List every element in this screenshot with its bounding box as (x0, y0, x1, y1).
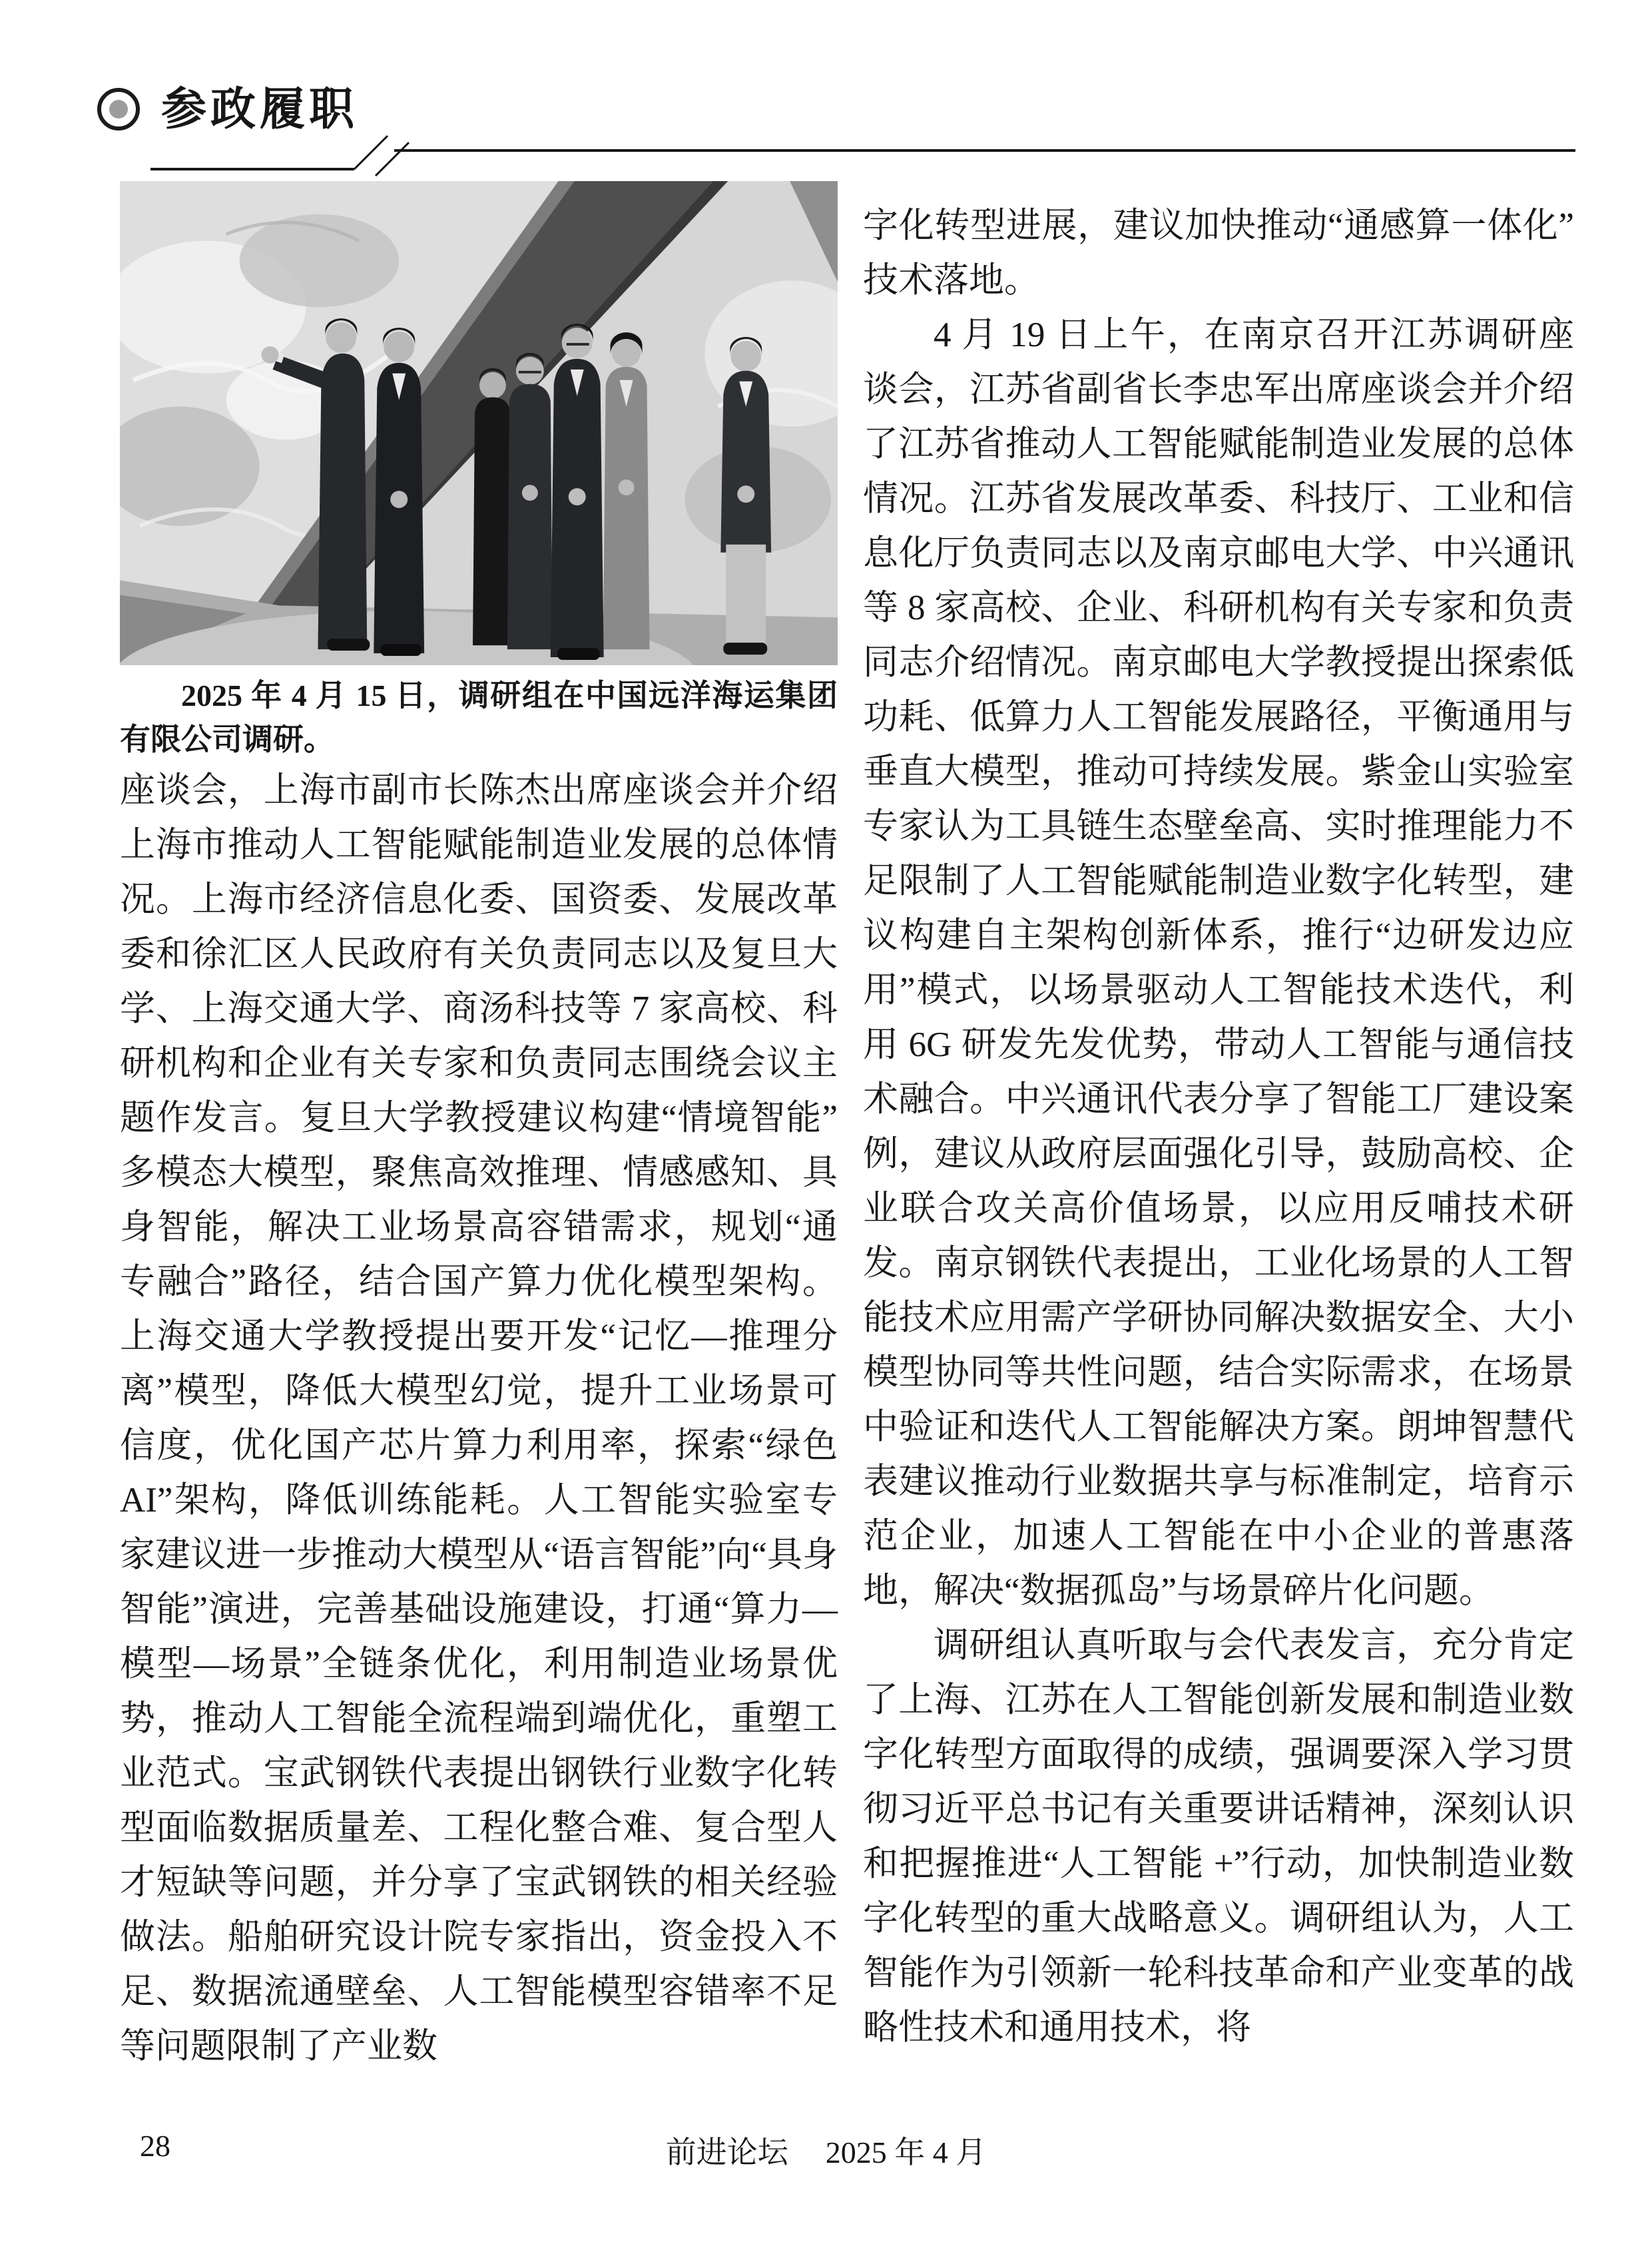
photo-person-back-black (473, 368, 513, 645)
paragraph-left-1: 座谈会，上海市副市长陈杰出席座谈会并介绍上海市推动人工智能赋能制造业发展的总体情况。上海市经济信息化委、国资委、发展改革委和徐汇区人民政府有关负责同志以及复旦大学、上海交通大学、商汤科技等 7 家高校、科研机构和企业有关专家和负责同志围绕会议主题作发言。复旦大学教授建议构建“情境智能”多模态大模型，聚焦高效推理、情感感知、具身智能，解决工业场景高容错需求，规划“通专融合”路径，结合国产算力优化模型架构。上海交通大学教授提出要开发“记忆—推理分离”模型，降低大模型幻觉，提升工业场景可信度，优化国产芯片算力利用率，探索“绿色 AI”架构，降低训练能耗。人工智能实验室专家建议进一步推动大模型从“语言智能”向“具身智能”演进，完善基础设施建设，打通“算力—模型—场景”全链条优化，利用制造业场景优势，推动人工智能全流程端到端优化，重塑工业范式。宝武钢铁代表提出钢铁行业数字化转型面临数据质量差、工程化整合难、复合型人才短缺等问题，并分享了宝武钢铁的相关经验做法。船舶研究设计院专家指出，资金投入不足、数据流通壁垒、人工智能模型容错率不足等问题限制了产业数 (120, 771, 838, 2066)
photo (120, 181, 838, 665)
photo-person-right (720, 337, 771, 655)
photo-person-woman (603, 332, 650, 649)
page-footer (0, 2128, 1652, 2181)
photo-caption: 2025 年 4 月 15 日，调研组在中国远洋海运集团有限公司调研。 (120, 679, 838, 756)
page-number: 28 (140, 2129, 170, 2163)
paragraph-right-1: 字化转型进展，建议加快推动“通感算一体化”技术落地。 (863, 206, 1574, 300)
photo-person-back-glasses (507, 353, 553, 649)
photo-person-suit-left (374, 328, 424, 656)
paragraph-right-3: 调研组认真听取与会代表发言，充分肯定了上海、江苏在人工智能创新发展和制造业数字化转型方面取得的成绩，强调要深入学习贯彻习近平总书记有关重要讲话精神，深刻认识和把握推进“人工智能 +”行动，加快制造业数字化转型的重大战略意义。调研组认为，人工智能作为引领新一轮科技革命和产业变革的战略性技术和通用技术，将 (863, 1626, 1574, 2047)
header-rule-line (120, 128, 1575, 178)
footer-center (0, 2128, 1652, 2172)
issue-date: 2025 年 4 月 (825, 2135, 987, 2169)
section-title: 参政履职 (161, 84, 359, 135)
section-bullet-core (109, 100, 128, 119)
journal-name: 前进论坛 (665, 2135, 788, 2169)
article-column-right (863, 198, 1574, 2055)
photo-person-front-center (551, 324, 604, 660)
paragraph-right-2: 4 月 19 日上午，在南京召开江苏调研座谈会，江苏省副省长李忠军出席座谈会并介绍了江苏省推动人工智能赋能制造业发展的总体情况。江苏省发展改革委、科技厅、工业和信息化厅负责同志以及南京邮电大学、中兴通讯等 8 家高校、企业、科研机构有关专家和负责同志介绍情况。南京邮电大学教授提出探索低功耗、低算力人工智能发展路径，平衡通用与垂直大模型，推动可持续发展。紫金山实验室专家认为工具链生态壁垒高、实时推理能力不足限制了人工智能赋能制造业数字化转型，建议构建自主架构创新体系，推行“边研发边应用”模式，以场景驱动人工智能技术迭代，利用 6G 研发先发优势，带动人工智能与通信技术融合。中兴通讯代表分享了智能工厂建设案例，建议从政府层面强化引导，鼓励高校、企业联合攻关高价值场景，以应用反哺技术研发。南京钢铁代表提出，工业化场景的人工智能技术应用需产学研协同解决数据安全、大小模型协同等共性问题，结合实际需求，在场景中验证和迭代人工智能解决方案。朗坤智慧代表建议推动行业数据共享与标准制定，培育示范企业，加速人工智能在中小企业的普惠落地，解决“数据孤岛”与场景碎片化问题。 (863, 316, 1574, 1610)
photo-illustration (120, 181, 838, 665)
article-column-left (120, 763, 838, 2074)
section-header (97, 84, 359, 135)
section-bullet-icon (97, 88, 140, 131)
